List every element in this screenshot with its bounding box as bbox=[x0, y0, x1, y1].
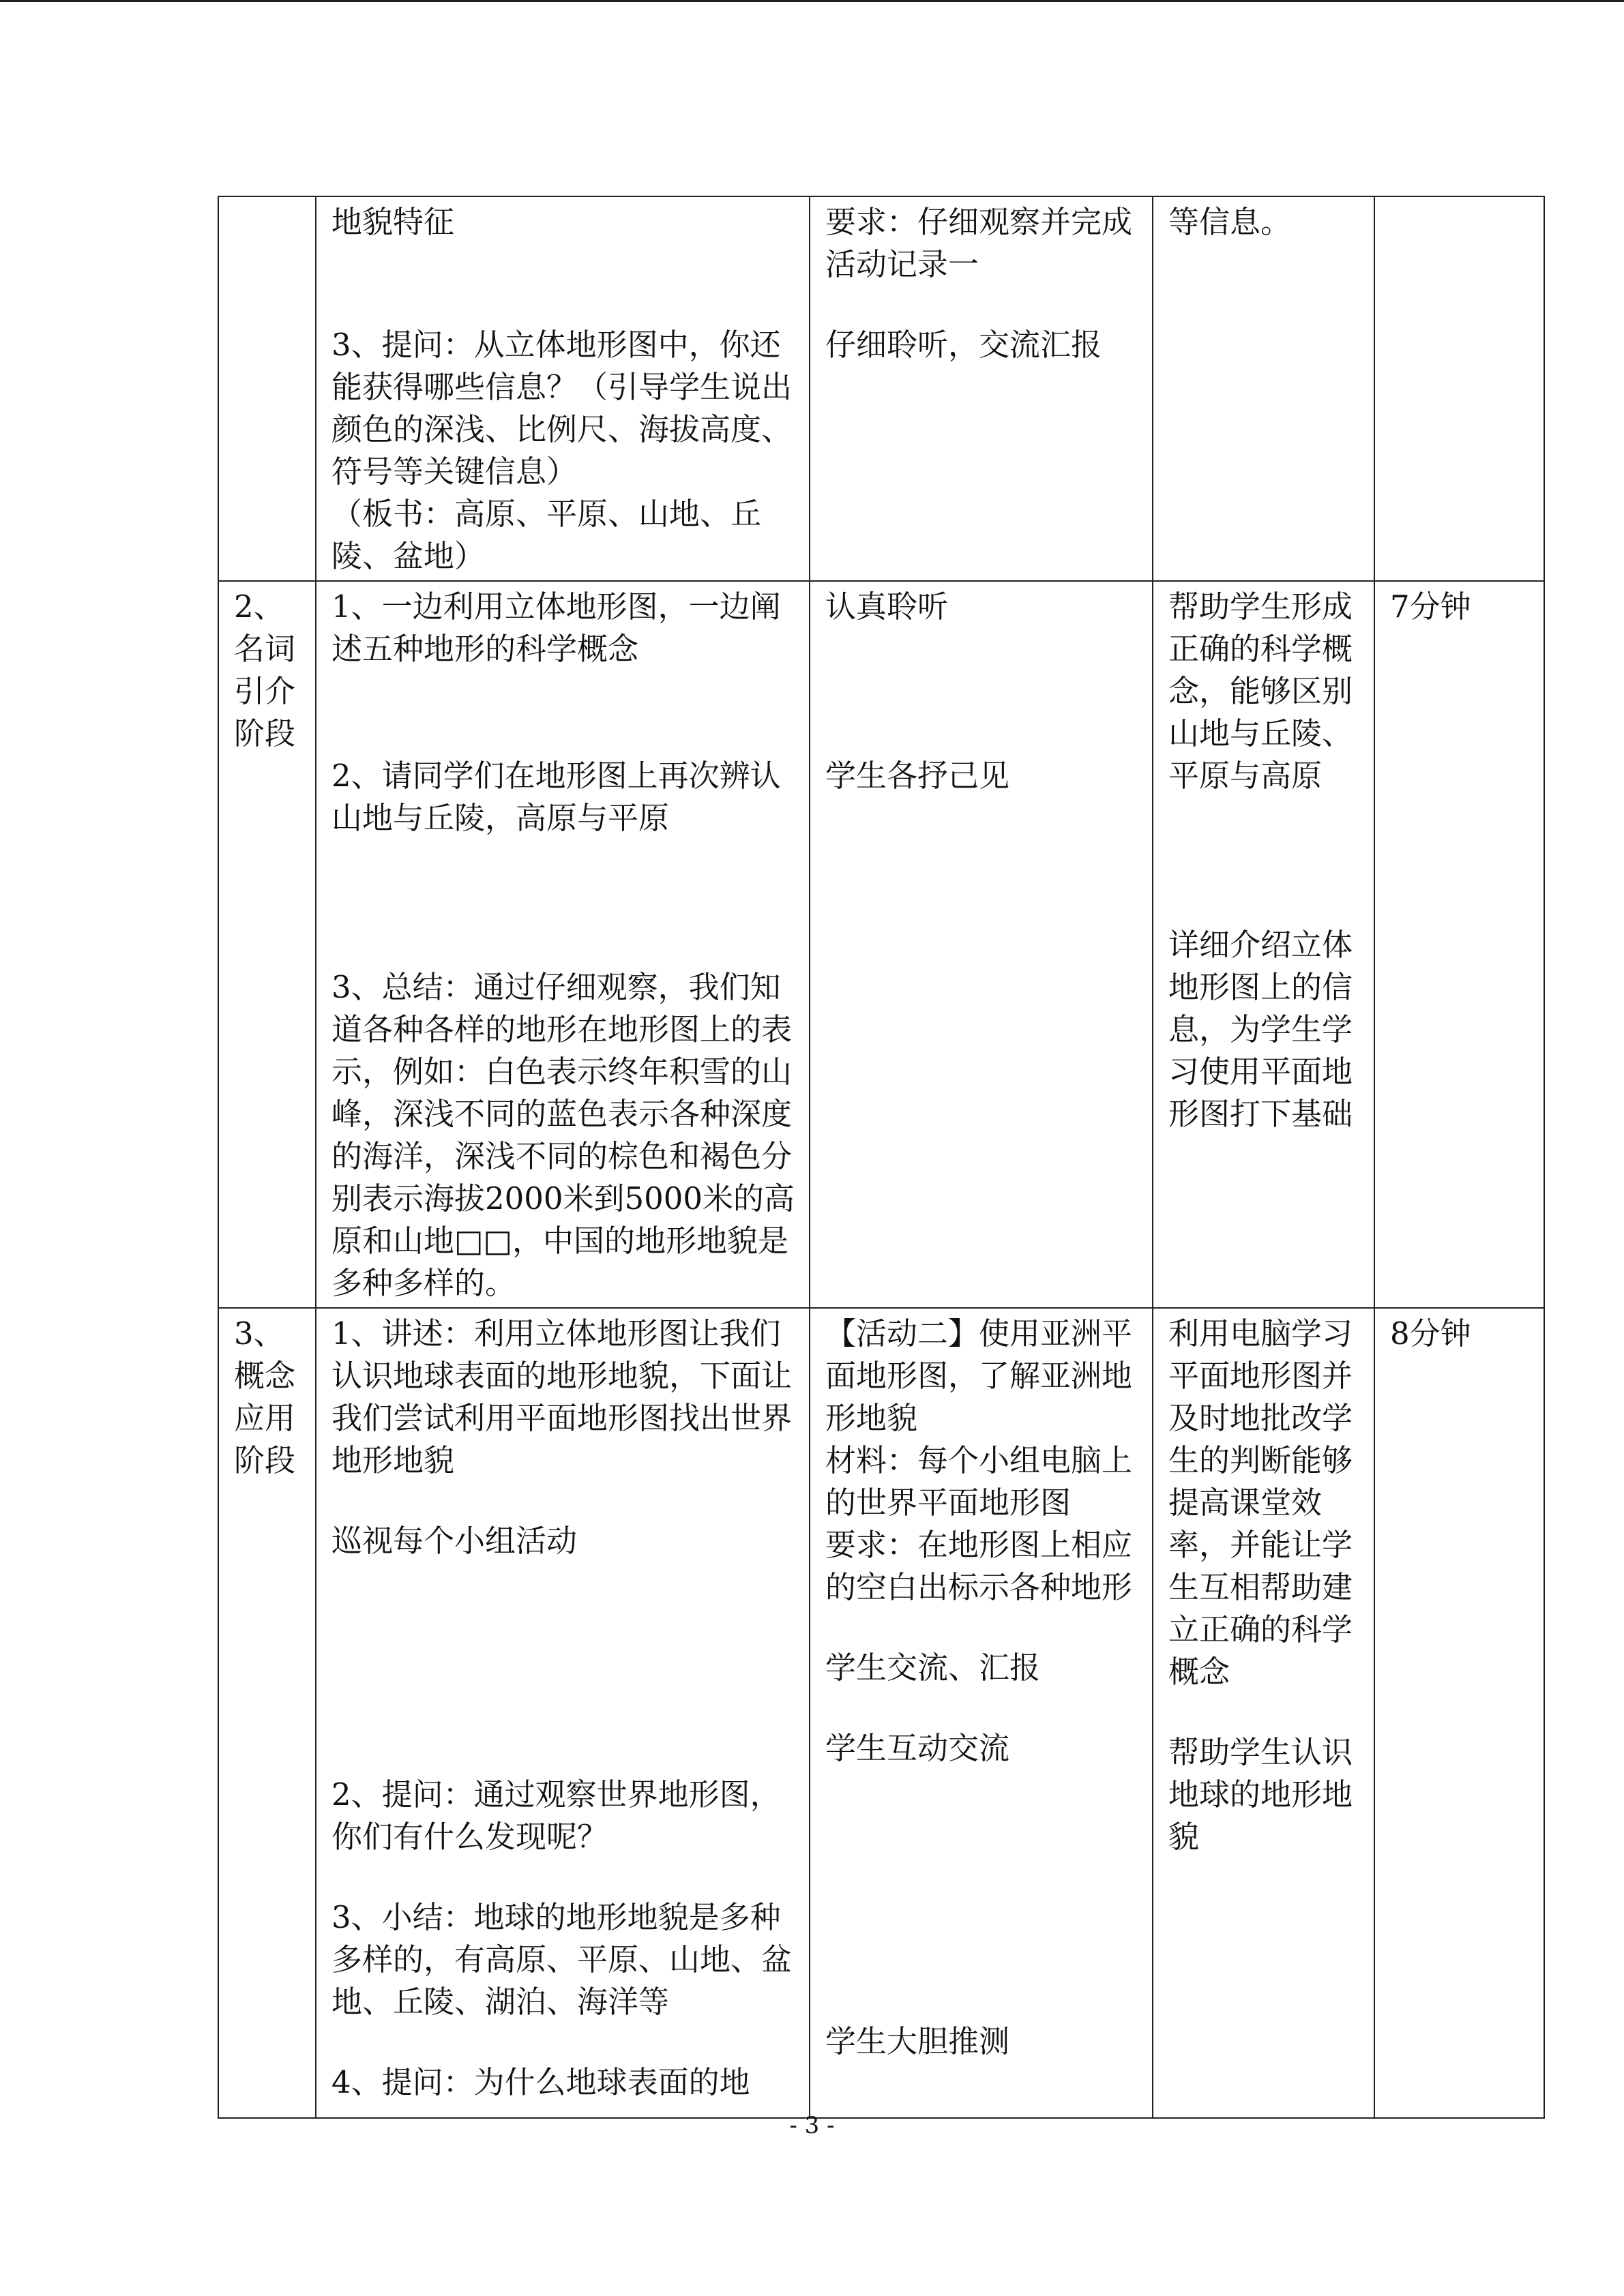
stage-label: 3、概念应用阶段 bbox=[234, 1315, 296, 1478]
table-row bbox=[218, 1308, 1544, 2118]
teacher-activity-cell bbox=[316, 581, 810, 1308]
table-row bbox=[218, 581, 1544, 1308]
teacher-activity-text: 4、提问：为什么地球表面的地 bbox=[331, 2064, 750, 2100]
teacher-activity-text: 3、小结：地球的地形地貌是多种多样的，有高原、平原、山地、盆地、丘陵、湖泊、海洋等 bbox=[331, 1899, 793, 2020]
time-cell bbox=[1374, 1308, 1544, 2118]
student-activity-text: 【活动二】使用亚洲平面地形图，了解亚洲地形地貌 bbox=[825, 1315, 1133, 1436]
student-activity-text: 认真聆听 bbox=[825, 588, 949, 625]
student-activity-text: 学生交流、汇报 bbox=[825, 1650, 1041, 1686]
time-label: 7分钟 bbox=[1390, 588, 1471, 625]
time-cell bbox=[1374, 581, 1544, 1308]
student-activity-text: 材料：每个小组电脑上的世界平面地形图 bbox=[825, 1442, 1133, 1521]
stage-label: 2、名词引介阶段 bbox=[234, 588, 296, 751]
stage-cell bbox=[218, 196, 316, 581]
design-intent-cell bbox=[1153, 196, 1374, 581]
top-rule bbox=[0, 0, 1624, 2]
design-intent-text: 等信息。 bbox=[1168, 204, 1292, 240]
teacher-activity-cell bbox=[316, 1308, 810, 2118]
teacher-activity-text: 1、讲述：利用立体地形图让我们认识地球表面的地形地貌，下面让我们尝试利用平面地形图找出世界地形地貌 bbox=[331, 1315, 793, 1478]
stage-cell bbox=[218, 581, 316, 1308]
teacher-activity-text: 3、提问：从立体地形图中，你还能获得哪些信息？（引导学生说出颜色的深浅、比例尺、海拔高度、符号等关键信息） bbox=[331, 327, 793, 490]
student-activity-cell bbox=[810, 1308, 1153, 2118]
teacher-activity-text: 1、一边利用立体地形图，一边阐述五种地形的科学概念 bbox=[331, 588, 781, 667]
design-intent-text: 详细介绍立体地形图上的信息，为学生学习使用平面地形图打下基础 bbox=[1168, 927, 1353, 1132]
student-activity-text: 要求：在地形图上相应的空白出标示各种地形 bbox=[825, 1527, 1133, 1605]
design-intent-cell bbox=[1153, 1308, 1374, 2118]
teacher-activity-text: 2、提问：通过观察世界地形图，你们有什么发现呢？ bbox=[331, 1776, 781, 1855]
stage-cell bbox=[218, 1308, 316, 2118]
student-activity-text: 学生互动交流 bbox=[825, 1730, 1010, 1766]
student-activity-text: 仔细聆听，交流汇报 bbox=[825, 327, 1102, 363]
student-activity-text: 学生大胆推测 bbox=[825, 2023, 1010, 2059]
teacher-activity-text: 地貌特征 bbox=[331, 204, 455, 240]
teacher-activity-text: 巡视每个小组活动 bbox=[331, 1523, 578, 1559]
student-activity-text: 要求：仔细观察并完成活动记录一 bbox=[825, 204, 1133, 282]
teacher-activity-text: 3、总结：通过仔细观察，我们知道各种各样的地形在地形图上的表示，例如：白色表示终年积雪的山峰，深浅不同的蓝色表示各种深度的海洋，深浅不同的棕色和褐色分别表示海拔2000米到5000米的高原和山地□□，中国的地形地貌是多种多样的。 bbox=[331, 969, 795, 1301]
table-row bbox=[218, 196, 1544, 581]
design-intent-text: 帮助学生认识地球的地形地貌 bbox=[1168, 1734, 1353, 1855]
teacher-activity-cell bbox=[316, 196, 810, 581]
student-activity-text: 学生各抒己见 bbox=[825, 758, 1010, 794]
student-activity-cell bbox=[810, 196, 1153, 581]
page-number: - 3 - bbox=[789, 2112, 835, 2139]
teacher-activity-text: 2、请同学们在地形图上再次辨认山地与丘陵，高原与平原 bbox=[331, 758, 781, 836]
student-activity-cell bbox=[810, 581, 1153, 1308]
time-label: 8分钟 bbox=[1390, 1315, 1471, 1352]
time-cell bbox=[1374, 196, 1544, 581]
design-intent-text: 帮助学生形成正确的科学概念，能够区别山地与丘陵、平原与高原 bbox=[1168, 588, 1353, 794]
design-intent-cell bbox=[1153, 581, 1374, 1308]
teacher-activity-text: （板书：高原、平原、山地、丘陵、盆地） bbox=[331, 496, 762, 574]
design-intent-text: 利用电脑学习平面地形图并及时地批改学生的判断能够提高课堂效率，并能让学生互相帮助建立正确的科学概念 bbox=[1168, 1315, 1353, 1690]
lesson-plan-table bbox=[218, 196, 1545, 2119]
